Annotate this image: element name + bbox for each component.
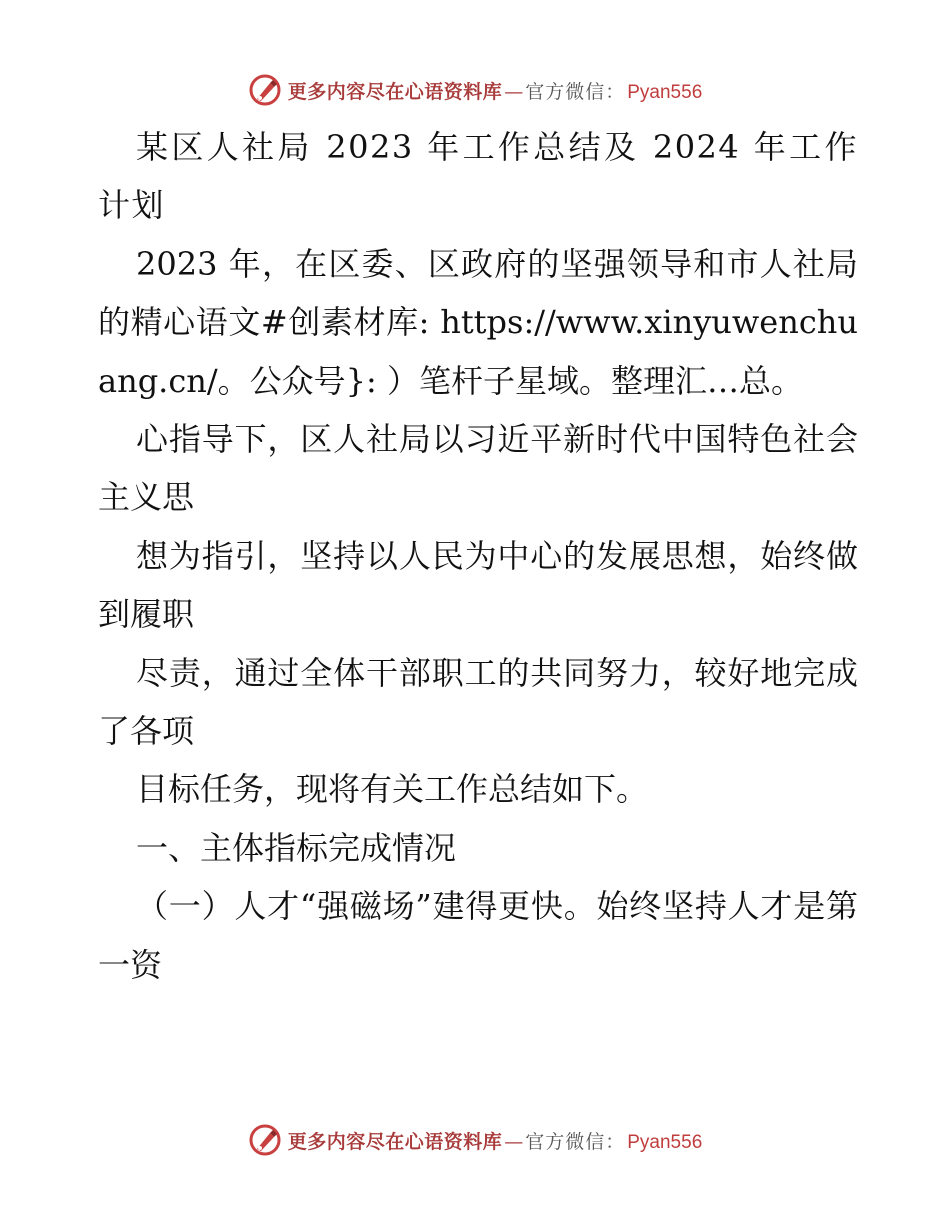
banner-main-text: 更多内容尽在心语资料库 [287,80,503,103]
banner-separator: — [504,80,524,103]
paragraph-2: 心指导下，区人社局以习近平新时代中国特色社会主义思 [98,420,858,517]
banner-wechat-label: 官方微信： [525,1130,626,1153]
document-title: 某区人社局 2023 年工作总结及 2024 年工作计划 [98,128,858,225]
section-heading-1: 一、主体指标完成情况 [136,828,457,867]
banner-content [248,1123,703,1157]
paragraph-1: 2023 年，在区委、区政府的坚强领导和市人社局的精心语文#创素材库: https://www.xinyuwenchuang.cn/。公众号}: ）笔杆子星域。整理汇…总。 [98,244,858,400]
paragraph-7: （一）人才“强磁场”建得更快。始终坚持人才是第一资 [98,887,858,984]
banner-main-text: 更多内容尽在心语资料库 [287,1130,503,1153]
footer-watermark-banner [0,1120,950,1160]
banner-wechat-id: Pyan556 [627,81,703,103]
banner-content [248,73,703,107]
banner-text [288,1127,703,1154]
paragraph-5: 目标任务，现将有关工作总结如下。 [136,770,649,809]
banner-wechat-label: 官方微信： [525,80,626,103]
header-watermark-banner [0,70,950,110]
banner-wechat-id: Pyan556 [627,1131,703,1153]
pen-logo-icon [248,73,282,107]
paragraph-3: 想为指引，坚持以人民为中心的发展思想，始终做到履职 [98,536,858,634]
paragraph-4: 尽责，通过全体干部职工的共同努力，较好地完成了各项 [98,653,858,751]
banner-text [288,77,703,104]
banner-separator: — [504,1130,524,1153]
pen-logo-icon [248,1123,282,1157]
document-body [98,118,858,994]
